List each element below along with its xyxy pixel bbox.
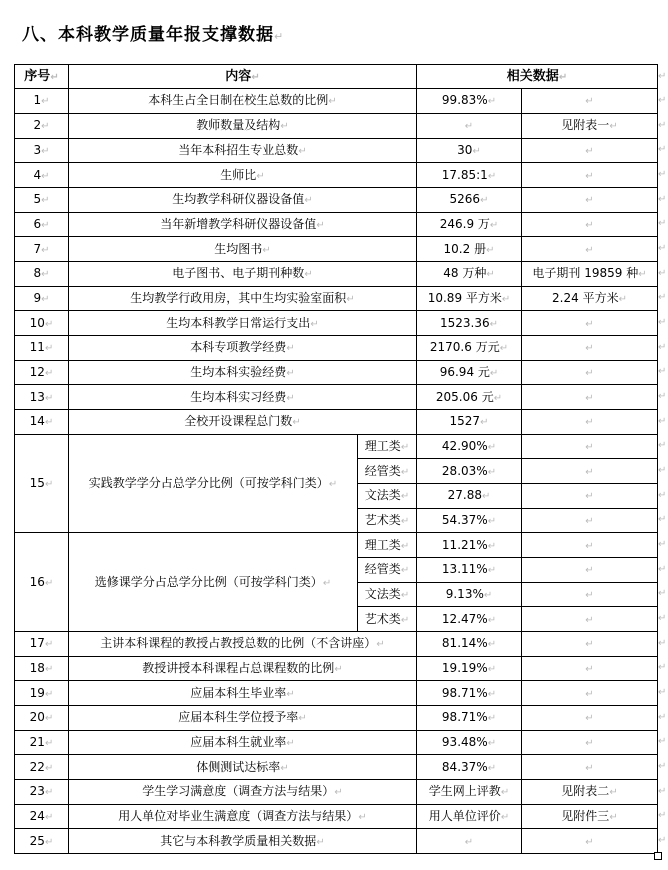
row-value: 99.83% ↵	[417, 89, 522, 114]
row-number: 10 ↵	[15, 311, 69, 336]
row-item: 教授讲授本科课程占总课程数的比例 ↵	[69, 656, 417, 681]
row-end-mark: ↵	[658, 736, 667, 748]
row-end-mark: ↵	[658, 391, 667, 403]
category-label: 艺术类 ↵	[358, 607, 417, 632]
row-end-mark: ↵	[658, 366, 667, 378]
header-content: 内容 ↵	[69, 65, 417, 89]
row-number: 19 ↵	[15, 681, 69, 706]
row-item: 用人单位对毕业生满意度（调查方法与结果） ↵	[69, 804, 417, 829]
row-number: 20 ↵	[15, 705, 69, 730]
row-value: 98.71% ↵	[417, 705, 522, 730]
row-note: 电子期刊 19859 种 ↵	[522, 261, 658, 286]
row-end-mark: ↵	[658, 588, 667, 600]
table-row	[15, 779, 658, 804]
row-value: 28.03% ↵	[417, 459, 522, 484]
row-end-mark: ↵	[658, 563, 667, 575]
table-resize-handle[interactable]	[654, 852, 662, 860]
row-note: 见附表一 ↵	[522, 113, 658, 138]
row-number: 1 ↵	[15, 89, 69, 114]
row-end-mark: ↵	[658, 267, 667, 279]
row-value: 9.13% ↵	[417, 582, 522, 607]
row-item: 应届本科生就业率 ↵	[69, 730, 417, 755]
row-note	[522, 681, 658, 706]
row-item: 教师数量及结构 ↵	[69, 113, 417, 138]
header-no: 序号 ↵	[15, 65, 69, 89]
row-note	[522, 508, 658, 533]
row-number: 6 ↵	[15, 212, 69, 237]
row-number: 7 ↵	[15, 237, 69, 262]
row-end-mark: ↵	[658, 761, 667, 773]
row-item: 生均本科教学日常运行支出 ↵	[69, 311, 417, 336]
row-note	[522, 212, 658, 237]
row-end-mark: ↵	[658, 70, 667, 82]
table-row	[15, 705, 658, 730]
row-item: 选修课学分占总学分比例（可按学科门类） ↵	[69, 533, 358, 632]
row-item: 生均图书 ↵	[69, 237, 417, 262]
table-row	[15, 187, 658, 212]
row-value: 2170.6 万元 ↵	[417, 335, 522, 360]
row-note	[522, 237, 658, 262]
row-note: 见附件三 ↵	[522, 804, 658, 829]
table-row	[15, 631, 658, 656]
row-item: 电子图书、电子期刊种数 ↵	[69, 261, 417, 286]
table-row	[15, 212, 658, 237]
row-note	[522, 459, 658, 484]
row-value: 81.14% ↵	[417, 631, 522, 656]
row-item: 全校开设课程总门数 ↵	[69, 409, 417, 434]
category-label: 经管类 ↵	[358, 459, 417, 484]
row-note	[522, 163, 658, 188]
row-end-mark: ↵	[658, 144, 667, 156]
row-value: 10.89 平方米 ↵	[417, 286, 522, 311]
row-value: 96.94 元 ↵	[417, 360, 522, 385]
row-end-mark: ↵	[658, 193, 667, 205]
category-label: 经管类 ↵	[358, 557, 417, 582]
row-item: 生均本科实习经费 ↵	[69, 385, 417, 410]
row-note	[522, 730, 658, 755]
row-value: 84.37% ↵	[417, 755, 522, 780]
row-item: 本科生占全日制在校生总数的比例 ↵	[69, 89, 417, 114]
row-item: 应届本科生学位授予率 ↵	[69, 705, 417, 730]
row-value	[417, 113, 522, 138]
row-value: 42.90% ↵	[417, 434, 522, 459]
row-end-mark: ↵	[658, 415, 667, 427]
category-label: 艺术类 ↵	[358, 508, 417, 533]
table-body	[15, 65, 658, 854]
table-row	[15, 335, 658, 360]
row-value: 12.47% ↵	[417, 607, 522, 632]
row-value: 13.11% ↵	[417, 557, 522, 582]
category-label: 文法类 ↵	[358, 483, 417, 508]
row-item: 本科专项教学经费 ↵	[69, 335, 417, 360]
row-item: 生均本科实验经费 ↵	[69, 360, 417, 385]
row-end-mark: ↵	[658, 687, 667, 699]
row-number: 24 ↵	[15, 804, 69, 829]
row-end-mark: ↵	[658, 711, 667, 723]
row-end-mark: ↵	[658, 243, 667, 255]
row-item: 当年新增教学科研仪器设备值 ↵	[69, 212, 417, 237]
row-note	[522, 434, 658, 459]
table-row	[15, 730, 658, 755]
row-item: 生均教学科研仪器设备值 ↵	[69, 187, 417, 212]
row-number: 14 ↵	[15, 409, 69, 434]
row-value: 17.85:1 ↵	[417, 163, 522, 188]
row-end-mark: ↵	[658, 465, 667, 477]
table-row	[15, 385, 658, 410]
row-end-mark: ↵	[658, 169, 667, 180]
row-note	[522, 829, 658, 854]
row-end-mark: ↵	[658, 613, 667, 625]
table-row	[15, 804, 658, 829]
row-note	[522, 582, 658, 607]
table-row	[15, 113, 658, 138]
header-row	[15, 65, 658, 89]
header-related: 相关数据 ↵	[417, 65, 658, 89]
row-number: 22 ↵	[15, 755, 69, 780]
row-note	[522, 656, 658, 681]
row-note	[522, 360, 658, 385]
row-end-mark: ↵	[658, 218, 667, 230]
page-title: 八、本科教学质量年报支撑数据↵	[22, 25, 285, 45]
row-end-mark: ↵	[658, 810, 667, 822]
row-end-mark: ↵	[658, 489, 667, 501]
category-label: 理工类 ↵	[358, 434, 417, 459]
row-item: 主讲本科课程的教授占教授总数的比例（不含讲座） ↵	[69, 631, 417, 656]
table-row	[15, 409, 658, 434]
row-end-mark: ↵	[658, 785, 667, 797]
table-row	[15, 261, 658, 286]
row-value: 30 ↵	[417, 138, 522, 163]
row-item: 体侧测试达标率 ↵	[69, 755, 417, 780]
row-item: 生师比 ↵	[69, 163, 417, 188]
row-value: 1523.36 ↵	[417, 311, 522, 336]
table-row	[15, 311, 658, 336]
row-end-mark: ↵	[658, 317, 667, 329]
row-number: 8 ↵	[15, 261, 69, 286]
row-end-mark: ↵	[658, 835, 667, 847]
row-end-mark: ↵	[658, 292, 667, 304]
row-item: 应届本科生毕业率 ↵	[69, 681, 417, 706]
row-note	[522, 631, 658, 656]
row-end-mark: ↵	[658, 341, 667, 353]
row-number: 2 ↵	[15, 113, 69, 138]
row-note	[522, 138, 658, 163]
data-table	[14, 64, 658, 854]
table-row	[15, 163, 658, 188]
row-note	[522, 533, 658, 558]
row-note	[522, 311, 658, 336]
row-number: 3 ↵	[15, 138, 69, 163]
row-end-mark: ↵	[658, 637, 667, 649]
row-value: 11.21% ↵	[417, 533, 522, 558]
row-note	[522, 483, 658, 508]
row-value: 5266 ↵	[417, 187, 522, 212]
row-item: 学生学习满意度（调查方法与结果） ↵	[69, 779, 417, 804]
row-end-mark: ↵	[658, 119, 667, 131]
row-end-mark: ↵	[658, 539, 667, 551]
row-end-mark: ↵	[658, 440, 667, 452]
row-number: 9 ↵	[15, 286, 69, 311]
table-row	[15, 434, 658, 459]
table-row	[15, 286, 658, 311]
row-number: 13 ↵	[15, 385, 69, 410]
row-number: 12 ↵	[15, 360, 69, 385]
category-label: 理工类 ↵	[358, 533, 417, 558]
row-number: 17 ↵	[15, 631, 69, 656]
table-row	[15, 755, 658, 780]
row-number: 23 ↵	[15, 779, 69, 804]
row-item: 其它与本科教学质量相关数据 ↵	[69, 829, 417, 854]
table-row	[15, 138, 658, 163]
row-number: 15 ↵	[15, 434, 69, 533]
row-note: 见附表二 ↵	[522, 779, 658, 804]
row-note	[522, 607, 658, 632]
row-note	[522, 705, 658, 730]
row-value: 19.19% ↵	[417, 656, 522, 681]
row-note	[522, 385, 658, 410]
row-value: 学生网上评教 ↵	[417, 779, 522, 804]
row-value: 98.71% ↵	[417, 681, 522, 706]
row-number: 16 ↵	[15, 533, 69, 632]
table-row	[15, 360, 658, 385]
row-value: 1527 ↵	[417, 409, 522, 434]
table-row	[15, 533, 658, 558]
row-note: 2.24 平方米 ↵	[522, 286, 658, 311]
row-item: 当年本科招生专业总数 ↵	[69, 138, 417, 163]
table-row	[15, 681, 658, 706]
row-note	[522, 187, 658, 212]
row-end-mark: ↵	[658, 662, 667, 674]
row-value: 54.37% ↵	[417, 508, 522, 533]
row-number: 5 ↵	[15, 187, 69, 212]
table-row	[15, 656, 658, 681]
row-number: 21 ↵	[15, 730, 69, 755]
row-note	[522, 335, 658, 360]
table-row	[15, 829, 658, 854]
table-row	[15, 89, 658, 114]
row-number: 11 ↵	[15, 335, 69, 360]
row-number: 4 ↵	[15, 163, 69, 188]
row-value: 205.06 元 ↵	[417, 385, 522, 410]
row-value: 10.2 册 ↵	[417, 237, 522, 262]
row-end-mark: ↵	[658, 514, 667, 526]
table-row	[15, 237, 658, 262]
row-value: 246.9 万 ↵	[417, 212, 522, 237]
row-note	[522, 557, 658, 582]
row-note	[522, 755, 658, 780]
category-label: 文法类 ↵	[358, 582, 417, 607]
row-end-mark: ↵	[658, 94, 667, 106]
row-item: 实践教学学分占总学分比例（可按学科门类） ↵	[69, 434, 358, 533]
row-value	[417, 829, 522, 854]
row-item: 生均教学行政用房，其中生均实验室面积 ↵	[69, 286, 417, 311]
row-number: 18 ↵	[15, 656, 69, 681]
row-note	[522, 89, 658, 114]
row-value: 48 万种 ↵	[417, 261, 522, 286]
row-note	[522, 409, 658, 434]
row-value: 用人单位评价 ↵	[417, 804, 522, 829]
row-value: 93.48% ↵	[417, 730, 522, 755]
row-number: 25 ↵	[15, 829, 69, 854]
row-value: 27.88 ↵	[417, 483, 522, 508]
